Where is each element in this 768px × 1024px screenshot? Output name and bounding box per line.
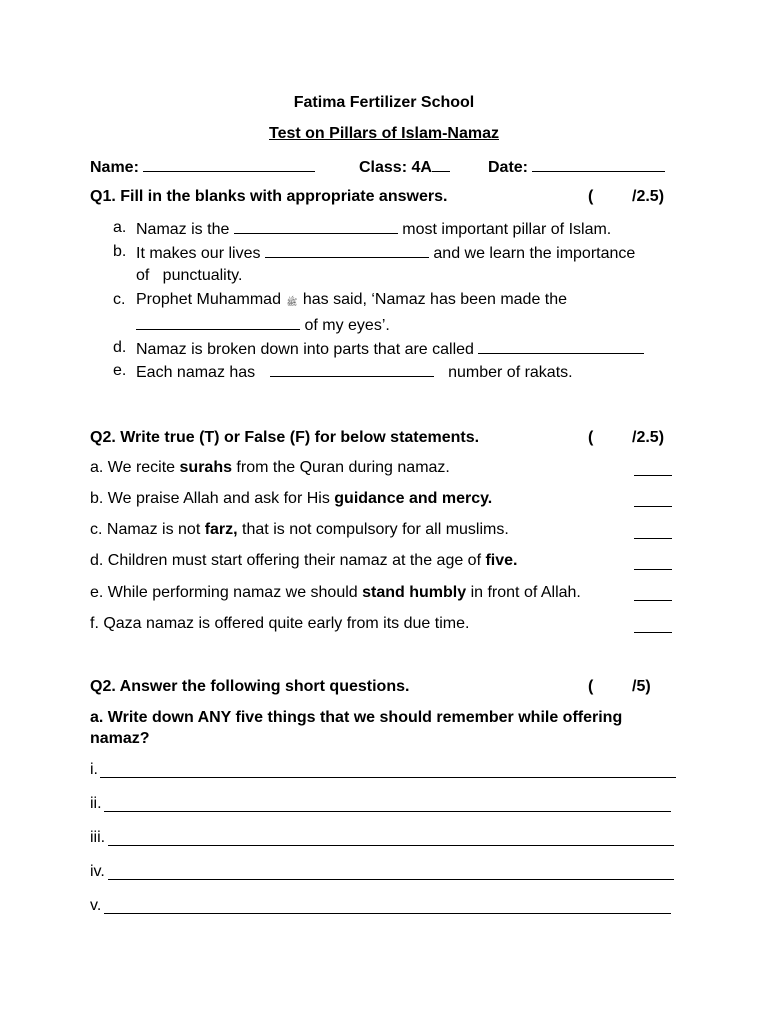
class-field [359,157,450,177]
q1-item-b: b. [113,243,127,260]
q3-question-line2: namaz? [90,730,150,747]
answer-line-i[interactable] [100,777,676,778]
answer-line-v[interactable] [104,913,671,914]
q1-item-a [113,219,126,237]
name-label: Name: [90,159,139,176]
answer-numeral-ii: ii. [90,795,102,812]
q3-question-line1: a. Write down ANY five things that we should remember while offering [90,709,623,726]
fill-blank[interactable] [478,339,644,354]
tf-item-e: e. While performing namaz we should stand humbly in front of Allah. [90,584,581,601]
tf-item-a: a. We recite surahs from the Quran during namaz. [90,459,450,476]
q1-item-d: d. [113,339,127,356]
q1-item-c-cont: of my eyes’. [136,315,390,335]
tf-answer-blank[interactable] [634,506,672,507]
class-label: Class: [359,159,408,176]
test-title: Test on Pillars of Islam-Namaz [269,125,499,142]
fill-blank[interactable] [136,315,300,330]
answer-numeral-iii: iii. [90,829,106,846]
name-field [90,157,315,177]
tf-answer-blank[interactable] [634,600,672,601]
fill-blank[interactable] [265,243,429,258]
q1-item-b-text: It makes our lives and we learn the importance [136,245,636,262]
date-field [488,157,665,177]
fill-blank[interactable] [270,362,434,377]
answer-line-ii[interactable] [104,811,671,812]
tf-item-c: c. Namaz is not farz, that is not compulsory for all muslims. [90,521,509,538]
q3-marks-open: ( [588,678,594,695]
q1-item-c: c. [113,291,126,308]
tf-item-f: f. Qaza namaz is offered quite early from its due time. [90,615,470,632]
answer-numeral-iv: iv. [90,863,105,880]
school-name: Fatima Fertilizer School [293,94,475,111]
tf-item-d: d. Children must start offering their namaz at the age of five. [90,552,518,569]
q1-item-b-cont: of punctuality. [136,267,243,284]
q1-marks-open: ( [588,188,594,205]
q2-heading: Q2. Write true (T) or False (F) for below statements. [90,429,480,446]
name-blank[interactable] [143,157,315,172]
q1-marks: /2.5) [632,188,665,205]
q1-item-d-text: Namaz is broken down into parts that are called [136,339,644,359]
q2-marks: /2.5) [632,429,665,446]
tf-answer-blank[interactable] [634,475,672,476]
answer-line-iv[interactable] [108,879,674,880]
q2-marks-open: ( [588,429,594,446]
q1-item-e-text: Each namaz has number of rakats. [136,364,573,381]
answer-numeral-i: i. [90,761,98,778]
q3-marks: /5) [632,678,651,695]
fill-blank[interactable] [234,219,398,234]
q1-item-a-text: Namaz is the most important pillar of Islam. [136,221,612,238]
date-blank[interactable] [532,157,665,172]
item-letter: a. [113,219,127,236]
q1-item-e: e. [113,362,127,379]
pbuh-icon: ﷺ [286,297,298,307]
class-value: 4A [411,159,432,176]
answer-numeral-v: v. [90,897,102,914]
q3-heading: Q2. Answer the following short questions. [90,678,410,695]
q1-item-c-text: Prophet Muhammad ﷺ has said, ‘Namaz has been made the [136,291,568,308]
tf-item-b: b. We praise Allah and ask for His guidance and mercy. [90,490,493,507]
tf-answer-blank[interactable] [634,569,672,570]
q1-heading: Q1. Fill in the blanks with appropriate answers. [90,188,448,205]
tf-answer-blank[interactable] [634,632,672,633]
tf-answer-blank[interactable] [634,538,672,539]
class-blank[interactable] [432,157,450,172]
answer-line-iii[interactable] [108,845,674,846]
date-label: Date: [488,159,529,176]
